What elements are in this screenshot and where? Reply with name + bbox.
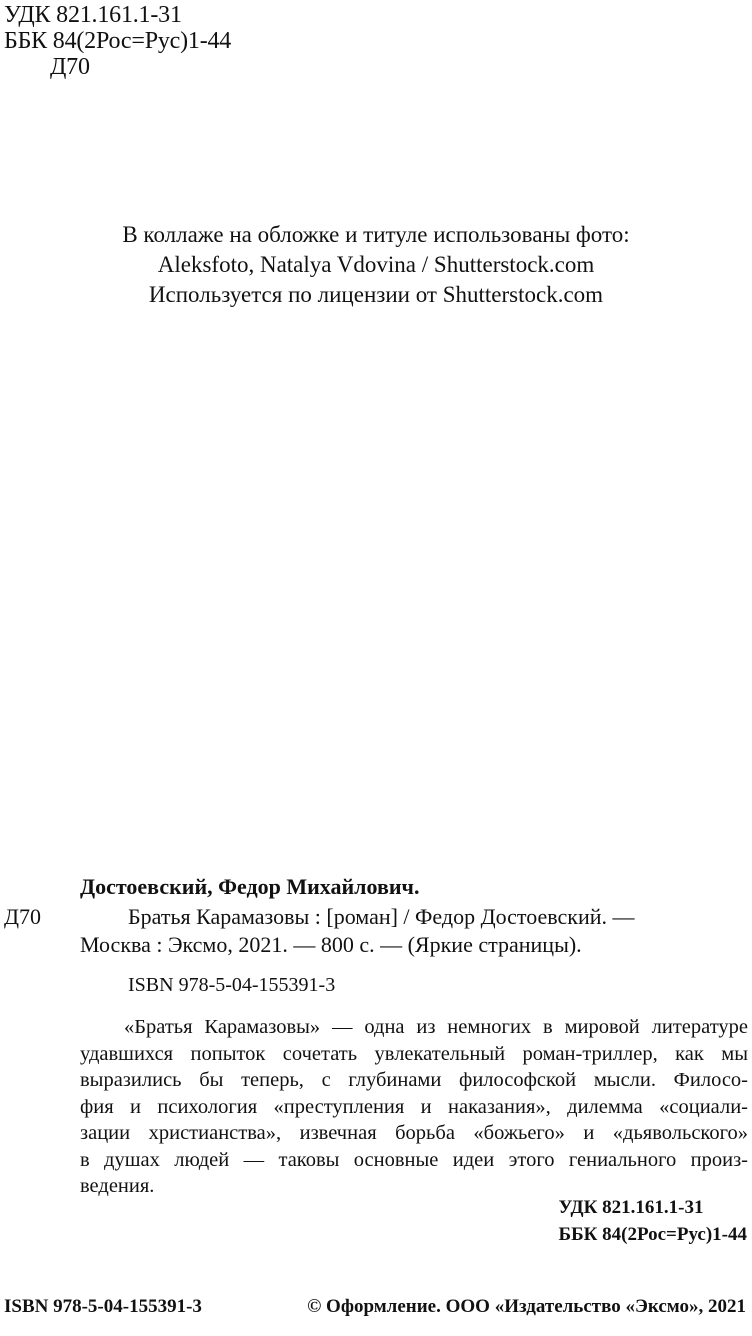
author-mark: Д70 xyxy=(50,54,90,80)
footer-isbn: ISBN 978-5-04-155391-3 xyxy=(4,1296,202,1317)
annotation-line: в душах людей — таковы основные идеи этого гениального произ- xyxy=(80,1148,748,1171)
credits-line: Aleksfoto, Natalya Vdovina / Shutterstock.com xyxy=(157,252,595,277)
annotation-line: фия и психология «преступления и наказания», дилемма «социали- xyxy=(80,1095,748,1118)
title-line: Братья Карамазовы : [роман] / Федор Достоевский. — xyxy=(128,904,635,929)
annotation-line: выразились бы теперь, с глубинами философской мысли. Филосо- xyxy=(80,1069,748,1091)
footer-copyright: © Оформление. ООО «Издательство «Эксмо», 2021 xyxy=(307,1296,746,1317)
photo-credits xyxy=(0,220,752,310)
author-heading: Достоевский, Федор Михайлович. xyxy=(80,874,420,899)
udk-code: УДК 821.161.1-31 xyxy=(4,2,182,28)
udk-code-bold: УДК 821.161.1-31 xyxy=(558,1197,704,1218)
record-author-mark: Д70 xyxy=(4,904,42,929)
annotation xyxy=(80,1014,748,1200)
annotation-line: зации христианства», извечная борьба «божьего» и «дьявольского» xyxy=(80,1122,748,1144)
annotation-line: ведения. xyxy=(80,1175,155,1197)
record-isbn: ISBN 978-5-04-155391-3 xyxy=(128,974,336,996)
credits-line: В коллаже на обложке и титуле использованы фото: xyxy=(122,222,630,247)
title-line: Москва : Эксмо, 2021. — 800 с. — (Яркие страницы). xyxy=(80,932,582,957)
bbk-code: ББК 84(2Рос=Рус)1-44 xyxy=(4,28,232,54)
classification-codes xyxy=(559,1194,747,1248)
annotation-line: удавшихся попыток сочетать увлекательный роман-триллер, как мы xyxy=(80,1042,748,1065)
bbk-code-bold: ББК 84(2Рос=Рус)1-44 xyxy=(558,1224,747,1245)
credits-line: Используется по лицензии от Shutterstock.com xyxy=(148,282,604,307)
annotation-line: «Братья Карамазовы» — одна из немногих в мировой литературе xyxy=(124,1016,748,1038)
